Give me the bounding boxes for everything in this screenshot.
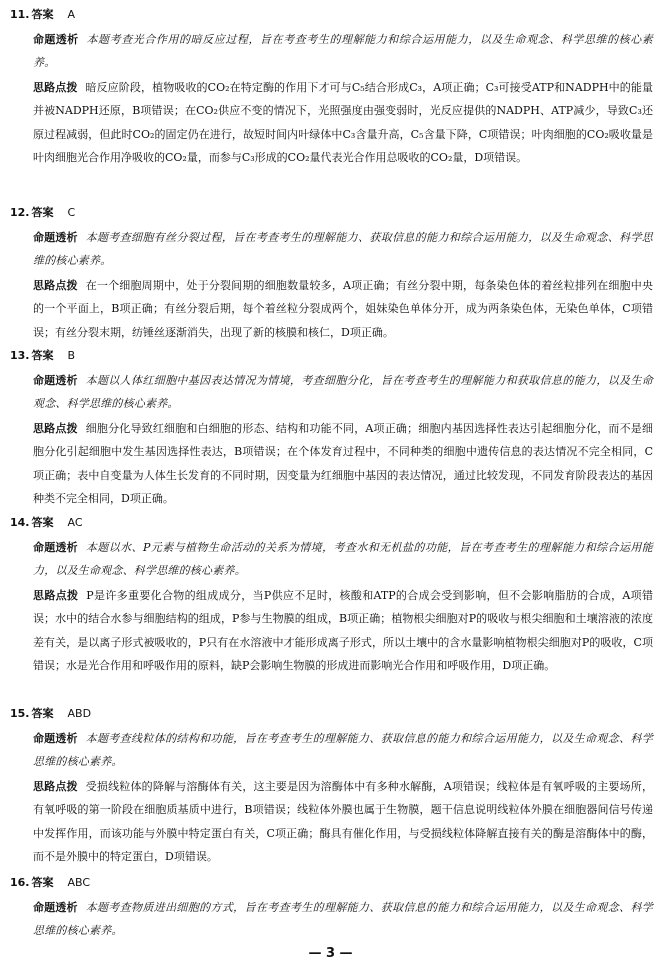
question-12-header (10, 206, 75, 220)
question-number: 14. (10, 516, 30, 529)
analysis-label: 命题透析 (33, 732, 78, 745)
question-13-analysis (33, 369, 653, 416)
analysis-text: 本题考查细胞有丝分裂过程，旨在考查考生的理解能力、获取信息的能力和综合运用能力，以及生命观念、科学思维的核心素养。 (33, 231, 654, 268)
question-14-analysis (33, 536, 653, 583)
question-15-header (10, 707, 91, 721)
question-13-hint (33, 417, 653, 511)
hint-text: 受损线粒体的降解与溶酶体有关，这主要是因为溶酶体中有多种水解酶，A项错误；线粒体是有氧呼吸的主要场所，有氧呼吸的第一阶段在细胞质基质中进行，B项错误；线粒体外膜也属于生物膜，题干信息说明线粒体外膜在细胞器间信号传递中发挥作用，而该功能与外膜中特定蛋白有关，C项正确；酶具有催化作用，与受损线粒体降解直接有关的酶是溶酶体中的酶，而不是外膜中的特定蛋白，D项错误。 (33, 780, 653, 864)
question-12-hint (33, 274, 653, 344)
answer-value: ABC (67, 876, 91, 889)
question-14-hint (33, 584, 653, 678)
page-number: — 3 — (308, 946, 353, 961)
question-number: 16. (10, 876, 30, 889)
hint-text: 暗反应阶段，植物吸收的CO₂在特定酶的作用下才可与C₅结合形成C₃，A项正确；C₃可接受ATP和NADPH中的能量并被NADPH还原，B项错误；在CO₂供应不变的情况下，光照强度由强变弱时，光反应提供的NADPH、ATP减少，导致C₃还原过程减弱，但此时CO₂的固定仍在进行，故短时间内叶绿体中C₃含量升高，C₅含量下降，C项错误；叶肉细胞的CO₂吸收量是叶肉细胞光合作用净吸收的CO₂量，而参与C₃形成的CO₂量代表光合作用总吸收的CO₂量，D项错误。 (33, 81, 654, 165)
question-13-header (10, 349, 75, 363)
answer-label: 答案 (31, 349, 54, 362)
analysis-text: 本题考查线粒体的结构和功能，旨在考查考生的理解能力、获取信息的能力和综合运用能力，以及生命观念、科学思维的核心素养。 (33, 732, 654, 769)
hint-label: 思路点拨 (33, 589, 79, 602)
question-15-hint (33, 775, 653, 869)
question-16-analysis (33, 896, 653, 943)
question-number: 15. (10, 707, 30, 720)
hint-label: 思路点拨 (33, 422, 78, 435)
answer-label: 答案 (31, 707, 54, 720)
answer-label: 答案 (31, 876, 54, 889)
answer-label: 答案 (31, 8, 54, 21)
question-number: 11. (10, 8, 30, 21)
hint-text: 细胞分化导致红细胞和白细胞的形态、结构和功能不同，A项正确；细胞内基因选择性表达引起细胞分化，而不是细胞分化引起细胞中发生基因选择性表达，B项错误；在个体发育过程中，不同种类的细胞中遗传信息的表达情况不完全相同，C项正确；表中自变量为人体生长发育的不同时期，因变量为红细胞中基因的表达情况，通过比较发现，不同发育阶段表达的基因种类不完全相同，D项正确。 (33, 422, 653, 506)
answer-value: AC (67, 516, 83, 529)
question-16-header (10, 876, 90, 890)
answer-value: A (67, 8, 76, 21)
analysis-text: 本题以水、P元素与植物生命活动的关系为情境，考查水和无机盐的功能，旨在考查考生的理解能力和综合运用能力，以及生命观念、科学思维的核心素养。 (33, 541, 653, 578)
analysis-text: 本题考查物质进出细胞的方式，旨在考查考生的理解能力、获取信息的能力和综合运用能力，以及生命观念、科学思维的核心素养。 (33, 901, 654, 938)
hint-text: P是许多重要化合物的组成成分，当P供应不足时，核酸和ATP的合成会受到影响，但不会影响脂肪的合成，A项错误；水中的结合水参与细胞结构的组成，P参与生物膜的组成，B项正确；植物根尖细胞对P的吸收与根尖细胞和土壤溶液的浓度差有关，是以离子形式被吸收的，P只有在水溶液中才能形成离子形式，所以土壤中的含水量影响植物根尖细胞对P的吸收，C项错误；水是光合作用和呼吸作用的原料，缺P会影响生物膜的形成进而影响光合作用和呼吸作用，D项正确。 (33, 589, 653, 673)
answer-value: C (67, 206, 76, 219)
question-number: 12. (10, 206, 30, 219)
answer-label: 答案 (31, 206, 54, 219)
analysis-label: 命题透析 (33, 231, 78, 244)
question-15-analysis (33, 727, 653, 774)
analysis-label: 命题透析 (33, 374, 78, 387)
analysis-label: 命题透析 (33, 33, 79, 46)
question-11-header (10, 8, 75, 22)
question-11-analysis (33, 28, 653, 75)
hint-label: 思路点拨 (33, 81, 78, 94)
hint-text: 在一个细胞周期中，处于分裂间期的细胞数量较多，A项正确；有丝分裂中期，每条染色体的着丝粒排列在细胞中央的一个平面上，B项正确；有丝分裂后期，每个着丝粒分裂成两个，姐妹染色单体分开，成为两条染色体，无染色单体，C项错误；有丝分裂末期，纺锤丝逐渐消失，出现了新的核膜和核仁，D项正确。 (33, 279, 653, 339)
analysis-text: 本题考查光合作用的暗反应过程，旨在考查考生的理解能力和综合运用能力，以及生命观念、科学思维的核心素养。 (33, 33, 654, 70)
hint-label: 思路点拨 (33, 780, 78, 793)
analysis-label: 命题透析 (33, 541, 78, 554)
analysis-text: 本题以人体红细胞中基因表达情况为情境，考查细胞分化，旨在考查考生的理解能力和获取信息的能力，以及生命观念、科学思维的核心素养。 (33, 374, 654, 411)
question-12-analysis (33, 226, 653, 273)
question-11-hint (33, 76, 653, 170)
question-14-header (10, 516, 83, 530)
answer-label: 答案 (31, 516, 54, 529)
question-number: 13. (10, 349, 30, 362)
answer-value: B (67, 349, 76, 362)
hint-label: 思路点拨 (33, 279, 78, 292)
answer-value: ABD (67, 707, 92, 720)
analysis-label: 命题透析 (33, 901, 78, 914)
